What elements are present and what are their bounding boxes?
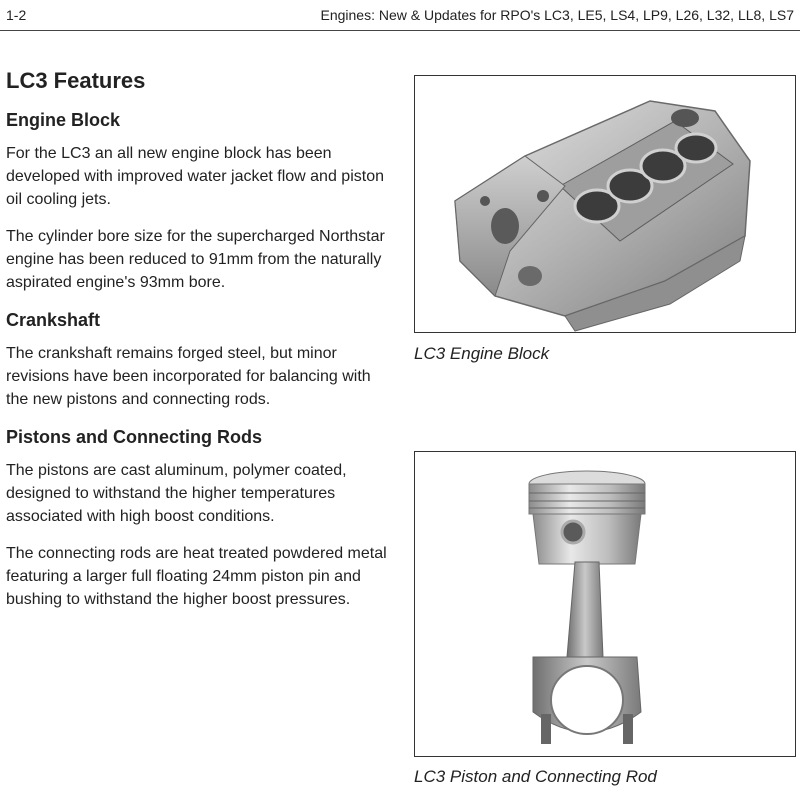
paragraph: The connecting rods are heat treated powdered metal featuring a larger full floating 24mm piston pin and bushing to withstand the higher boost pressures. [6, 545, 387, 608]
engine-block-figure [414, 75, 796, 333]
section-title: LC3 Features [6, 68, 146, 93]
running-header: Engines: New & Updates for RPO's LC3, LE5, LS4, LP9, L26, L32, LL8, LS7 [320, 7, 794, 23]
heading-pistons-rods: Pistons and Connecting Rods [6, 427, 263, 447]
figure-caption: LC3 Piston and Connecting Rod [414, 767, 657, 786]
paragraph: The crankshaft remains forged steel, but minor revisions have been incorporated for balancing with the new pistons and connecting rods. [6, 345, 371, 408]
page-number: 1-2 [6, 7, 27, 23]
heading-engine-block: Engine Block [6, 110, 121, 130]
text-column [6, 66, 396, 625]
paragraph: The cylinder bore size for the supercharged Northstar engine has been reduced to 91mm from the naturally aspirated engine's 93mm bore. [6, 228, 385, 291]
header-rule [0, 30, 800, 31]
piston-rod-image [415, 452, 795, 756]
piston-rod-figure [414, 451, 796, 757]
paragraph: The pistons are cast aluminum, polymer coated, designed to withstand the higher temperatures associated with high boost conditions. [6, 462, 347, 525]
paragraph: For the LC3 an all new engine block has been developed with improved water jacket flow and piston oil cooling jets. [6, 145, 384, 208]
engine-block-image [415, 76, 795, 332]
heading-crankshaft: Crankshaft [6, 310, 101, 330]
figure-caption: LC3 Engine Block [414, 344, 550, 363]
